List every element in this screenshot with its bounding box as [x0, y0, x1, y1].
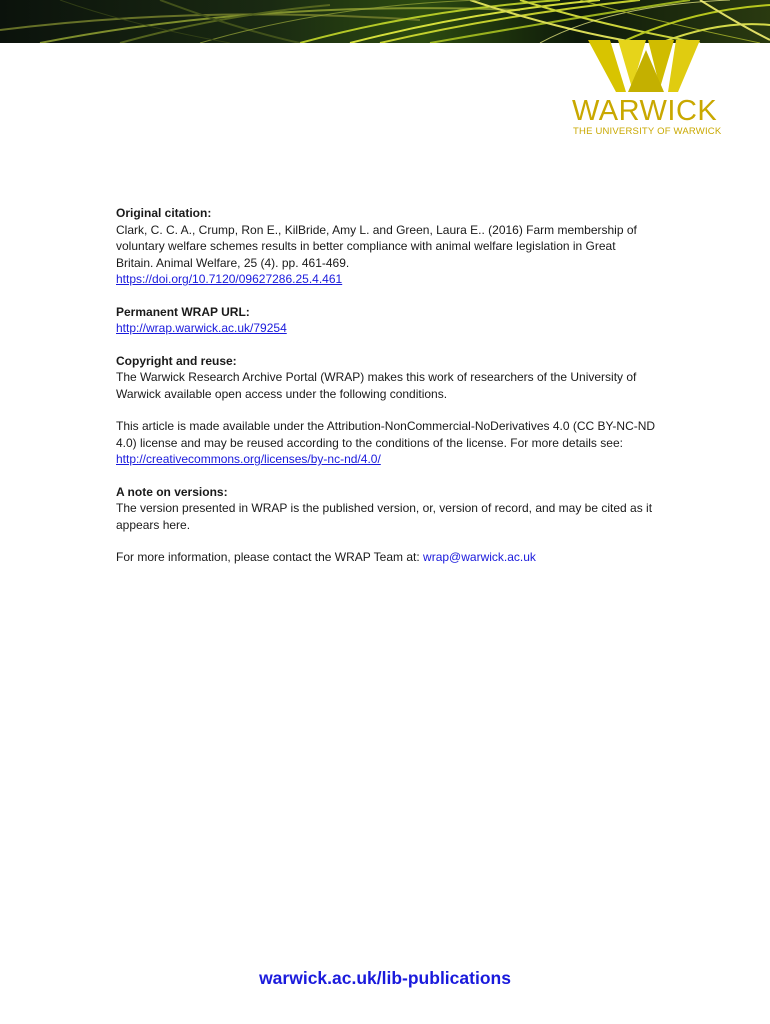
warwick-logo-mark	[588, 40, 708, 92]
permanent-url-heading: Permanent WRAP URL:	[116, 304, 250, 319]
versions-section	[116, 484, 656, 534]
copyright-heading: Copyright and reuse:	[116, 353, 237, 368]
logo-subtitle: THE UNIVERSITY OF WARWICK	[573, 126, 722, 137]
wrap-url-link[interactable]: http://wrap.warwick.ac.uk/79254	[116, 321, 287, 335]
license-section	[116, 418, 656, 468]
lib-publications-link[interactable]: warwick.ac.uk/lib-publications	[259, 968, 511, 988]
contact-email-link[interactable]: wrap@warwick.ac.uk	[423, 550, 536, 564]
copyright-section	[116, 353, 656, 403]
license-link[interactable]: http://creativecommons.org/licenses/by-nc-nd/4.0/	[116, 452, 381, 466]
doi-link[interactable]: https://doi.org/10.7120/09627286.25.4.461	[116, 272, 343, 286]
license-text: This article is made available under the Attribution-NonCommercial-NoDerivatives 4.0 (CC BY-NC-ND 4.0) license and may be reused according to the conditions of the license. For more details see:	[116, 419, 656, 450]
cover-page-content	[116, 205, 656, 582]
original-citation-section	[116, 205, 656, 288]
versions-text: The version presented in WRAP is the published version, or, version of record, and may be cited as it appears here.	[116, 501, 653, 532]
warwick-logo	[560, 40, 740, 140]
copyright-text: The Warwick Research Archive Portal (WRAP) makes this work of researchers of the University of Warwick available open access under the following conditions.	[116, 370, 637, 401]
header-banner	[0, 0, 770, 43]
logo-wordmark: WARWICK	[572, 95, 718, 127]
citation-text: Clark, C. C. A., Crump, Ron E., KilBride, Amy L. and Green, Laura E.. (2016) Farm membership of voluntary welfare schemes results in better compliance with animal welfare legislation in Great Britain. Animal Welfare, 25 (4). pp. 461-469.	[116, 222, 637, 270]
contact-text: For more information, please contact the WRAP Team at:	[116, 550, 420, 564]
versions-heading: A note on versions:	[116, 484, 228, 499]
contact-section	[116, 549, 656, 566]
banner-graphic	[0, 0, 770, 43]
original-citation-heading: Original citation:	[116, 206, 212, 220]
permanent-url-section	[116, 304, 656, 337]
